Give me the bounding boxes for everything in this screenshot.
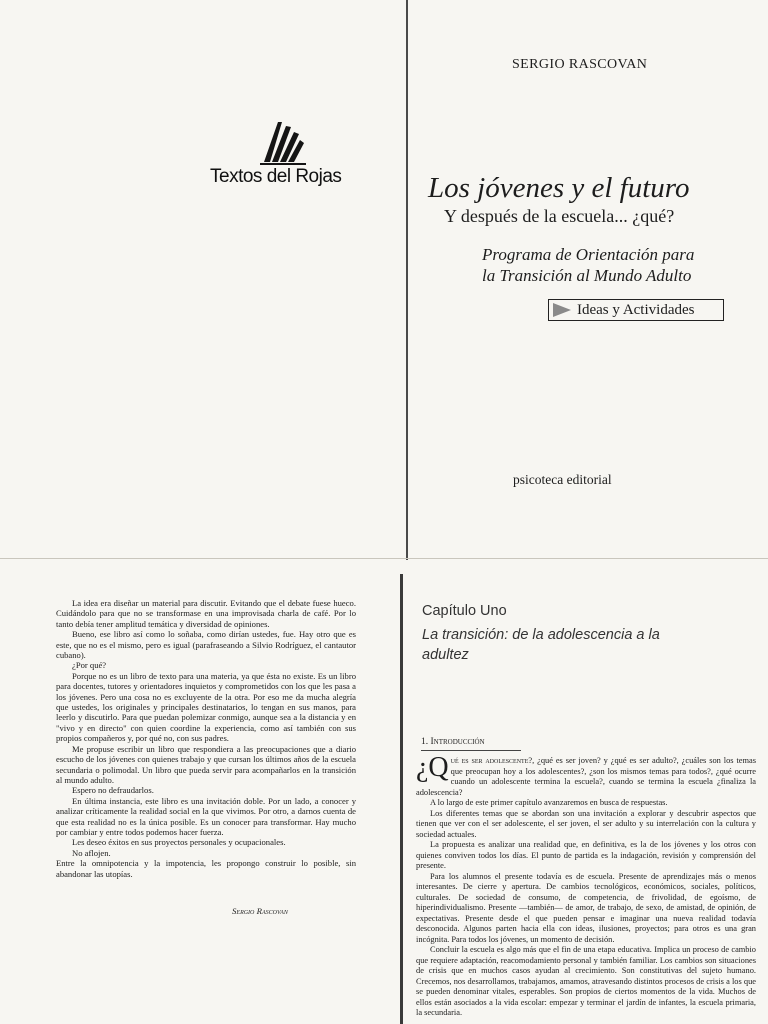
preface-paragraph: La idea era diseñar un material para discutir. Evitando que el debate fuese hueco. Cuidándolo para que no se transformase en una improvisada charla de café. Por lo tanto debía tener amplitud temática y diversidad de opiniones. (56, 598, 356, 629)
preface-signature: Sergio Rascovan (232, 906, 288, 916)
program-line-2: la Transición al Mundo Adulto (482, 266, 692, 285)
chapter-paragraph: Concluir la escuela es algo más que el fin de una etapa educativa. Implica un proceso de cambio que requiere adaptación, reacomodamiento personal y también familiar. Los cambios son situaciones de crisis que en muchos casos ayudan al crecimiento. Son constitutivas del sujeto humano. Crecemos, nos desarrollamos, trabajamos, amamos, atravesando distintos procesos de crisis a los que se pueden denominar vitales, esperables. Son propios de ciertos momentos de la vida. Muchos de ellos están asociados a la vida escolar: empezar y terminar el jardín de infantes, la escuela primaria, la secundaria. (416, 945, 756, 1017)
preface-paragraph: Me propuse escribir un libro que respondiera a las preocupaciones que a diario escucho de los jóvenes con quienes trabajo y que cursan los últimos años de la escuela secundaria o polimodal. Un libro que pueda servir para acompañarlos en la transición al mundo adulto. (56, 743, 356, 785)
publisher-logo-icon (258, 118, 308, 168)
chapter-page (408, 560, 768, 1024)
spine-divider-lower (400, 574, 403, 1024)
arrow-icon (553, 303, 571, 317)
chapter-label: Capítulo Uno (422, 603, 507, 619)
title-page (408, 0, 768, 560)
chapter-paragraph (416, 752, 756, 798)
chapter-paragraph: A lo largo de este primer capítulo avanzaremos en busca de respuestas. (430, 798, 668, 807)
chapter-paragraph: La propuesta es analizar una realidad que, en definitiva, es la de los jóvenes y los otros con quienes conviven todos los días. El punto de partida es la indagación, revisión y comprensión del presente. (416, 840, 756, 870)
series-badge (548, 299, 724, 321)
preface-paragraph: Entre la omnipotencia y la impotencia, les propongo construir lo posible, sin abandonar las utopías. (56, 858, 356, 879)
publisher-name: psicoteca editorial (513, 472, 612, 487)
chapter-paragraph-text: ?, ¿qué es ser joven? y ¿qué es ser adulto?, ¿cuáles son los temas que preocupan hoy a los adolescentes?, ¿son los mismos temas para todos?, ¿qué ocurre cuando un adolescente termina la escuela?, cuando se termina la escuela ¿finaliza la adolescencia? (416, 756, 756, 797)
publisher-logo-text: Textos del Rojas (210, 166, 342, 187)
chapter-paragraph: Los diferentes temas que se abordan son una invitación a explorar y descubrir aspectos que tienen que ver con el ser adolescente, el ser joven, el ser adulto y su interrelación con la cultura y sociedad actuales. (416, 808, 756, 839)
preface-paragraph: Bueno, ese libro así como lo soñaba, como dirían ustedes, fue. Hay otro que es este, que no es el mismo, pero es igual (parafraseando a Silvio Rodríguez, el cantautor cubano). (56, 629, 356, 661)
series-badge-label: Ideas y Actividades (577, 301, 695, 318)
book-subtitle: Y después de la escuela... ¿qué? (444, 206, 675, 226)
preface-paragraph: ¿Por qué? (72, 660, 107, 671)
preface-paragraph: No aflojen. (72, 847, 111, 858)
section-heading: 1. Introducción (421, 737, 485, 747)
preface-paragraph: Porque no es un libro de texto para una materia, ya que ésta no existe. Es un libro para docentes, tutores y orientadores inquietos y comprometidos con los que les pasa a los jóvenes. Pero una cosa no es excluyente de la otra. Por eso me da mucha alegría que ustedes, los originales y principales destinatarios, lo tengan en sus manos, para leerlo y discutirlo. Para que puedan polemizar conmigo, aunque sea a la distancia y en "vivo y en directo" con quien coordine la experiencia, como así también con sus propios compañeros y, por qué no, con sus padres. (56, 670, 356, 744)
section-rule (421, 750, 521, 751)
preface-text (56, 598, 356, 879)
page-divider (0, 558, 768, 559)
drop-cap: ¿Q (416, 752, 449, 783)
program-title (482, 244, 694, 286)
book-title: Los jóvenes y el futuro (428, 172, 690, 204)
author-name: SERGIO RASCOVAN (512, 57, 648, 72)
preface-page (0, 560, 408, 1024)
chapter-body (416, 752, 756, 1019)
preface-paragraph: Espero no defraudarlos. (72, 785, 154, 796)
preface-paragraph: En última instancia, este libro es una invitación doble. Por un lado, a conocer y analizar críticamente la realidad social en la que vivimos. Por otro, a darnos cuenta de que esta realidad no es la única posible. Es un conocer para transformar. Hay mucho por cambiar y entre todos podemos hacer fuerza. (56, 795, 356, 837)
program-line-1: Programa de Orientación para (482, 245, 695, 264)
spine-divider (406, 0, 408, 560)
preface-paragraph: Les deseo éxitos en sus proyectos personales y ocupacionales. (72, 837, 286, 848)
back-cover-page (0, 0, 408, 560)
chapter-paragraph: Para los alumnos el presente todavía es de escuela. Presente de aprendizajes más o menos interesantes. De cierre y apertura. De cambios tecnológicos, económicos, sociales, políticos, culturales. De sociedad de consumo, de competencia, de frivolidad, de egoísmo, de hiperindividualismo. Presente —también— de amor, de trabajo, de sexo, de amistad, de opinión, de expectativas. Presente desde el que pueden pensar e imaginar una nueva realidad todavía desconocida. Algunos parten hacia ella con ideas, ilusiones, proyectos; para otros es una gran incógnita. Para todos los jóvenes, un momento de decisión. (416, 871, 756, 944)
chapter-title: La transición: de la adolescencia a la adultez (422, 627, 660, 663)
lead-in: ué es ser adolescente (450, 756, 529, 765)
